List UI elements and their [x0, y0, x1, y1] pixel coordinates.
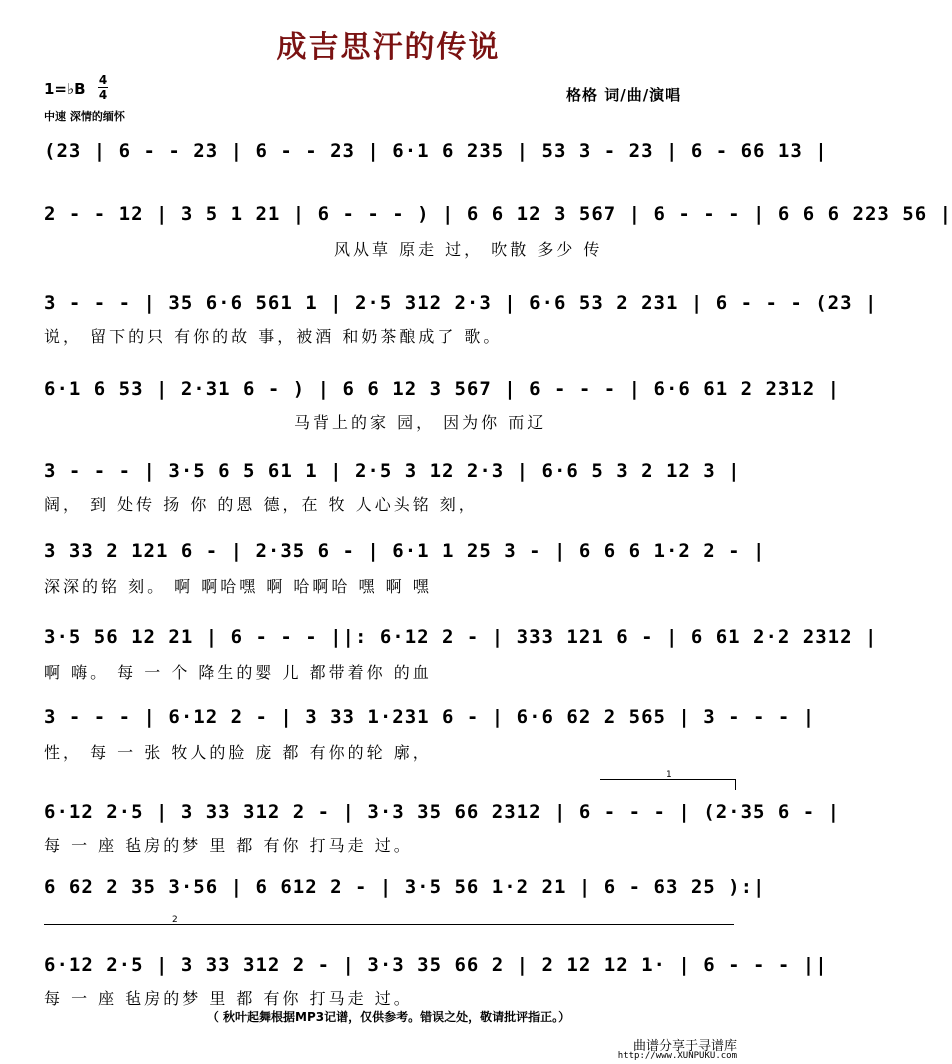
meter-bottom: 4: [98, 88, 108, 102]
lyric-line: 性， 每 一 张 牧人的脸 庞 都 有你的轮 廓，: [44, 743, 432, 762]
lyric-line: 说， 留下的只 有你的故 事，被酒 和奶茶酿成了 歌。: [44, 327, 503, 346]
credit-line: 格格 词/曲/演唱: [566, 86, 682, 104]
watermark-url: http://www.XUNPUKU.com: [617, 1051, 737, 1061]
tempo-marking: 中速 深情的缅怀: [44, 110, 125, 123]
music-line: 6 62 2 35 3·56 | 6 612 2 - | 3·5 56 1·2 21 | 6 - 63 25 ):|: [44, 876, 766, 898]
music-line: 3 - - - | 3·5 6 5 61 1 | 2·5 3 12 2·3 | 6·6 5 3 2 12 3 |: [44, 460, 741, 482]
volta-number: 2: [172, 915, 178, 925]
lyric-line: 啊 嗨。 每 一 个 降生的婴 儿 都带着你 的血: [44, 663, 432, 682]
watermark-text: 曲谱分享于寻谱库: [632, 1039, 737, 1054]
music-line: 2 - - 12 | 3 5 1 21 | 6 - - - ) | 6 6 12 3 567 | 6 - - - | 6 6 6 223 56 |: [44, 203, 952, 225]
music-line: (23 | 6 - - 23 | 6 - - 23 | 6·1 6 235 | 53 3 - 23 | 6 - 66 13 |: [44, 140, 828, 162]
key-signature: 1=♭B: [44, 80, 86, 98]
lyric-line: 阔， 到 处传 扬 你 的恩 德，在 牧 人心头铭 刻，: [44, 495, 478, 514]
music-line: 3 - - - | 6·12 2 - | 3 33 1·231 6 - | 6·6 62 2 565 | 3 - - - |: [44, 706, 816, 728]
music-line: 6·1 6 53 | 2·31 6 - ) | 6 6 12 3 567 | 6 - - - | 6·6 61 2 2312 |: [44, 378, 841, 400]
lyric-line: 每 一 座 毡房的梦 里 都 有你 打马走 过。: [44, 989, 413, 1008]
lyric-line: 深深的铭 刻。 啊 啊哈嘿 啊 哈啊哈 嘿 啊 嘿: [44, 577, 432, 596]
lyric-line: 风从草 原走 过， 吹散 多少 传: [334, 240, 603, 259]
meter-top: 4: [98, 73, 108, 87]
music-line: 3 - - - | 35 6·6 561 1 | 2·5 312 2·3 | 6·6 53 2 231 | 6 - - - (23 |: [44, 292, 878, 314]
lyric-line: 马背上的家 园， 因为你 而辽: [294, 413, 547, 432]
volta-number: 1: [666, 770, 672, 780]
music-line: 3·5 56 12 21 | 6 - - - ||: 6·12 2 - | 333 121 6 - | 6 61 2·2 2312 |: [44, 626, 878, 648]
footnote: （ 秋叶起舞根据MP3记谱，仅供参考。错误之处，敬请批评指正。）: [206, 1010, 571, 1024]
volta-bracket-1: [600, 770, 736, 790]
time-signature: [98, 74, 108, 101]
music-line: 3 33 2 121 6 - | 2·35 6 - | 6·1 1 25 3 - | 6 6 6 1·2 2 - |: [44, 540, 766, 562]
song-title: 成吉思汗的传说: [276, 30, 501, 65]
lyric-line: 每 一 座 毡房的梦 里 都 有你 打马走 过。: [44, 836, 413, 855]
music-line: 6·12 2·5 | 3 33 312 2 - | 3·3 35 66 2 | 2 12 12 1· | 6 - - - ||: [44, 954, 828, 976]
volta-bracket-2: [44, 915, 734, 935]
music-line: 6·12 2·5 | 3 33 312 2 - | 3·3 35 66 2312 | 6 - - - | (2·35 6 - |: [44, 801, 841, 823]
